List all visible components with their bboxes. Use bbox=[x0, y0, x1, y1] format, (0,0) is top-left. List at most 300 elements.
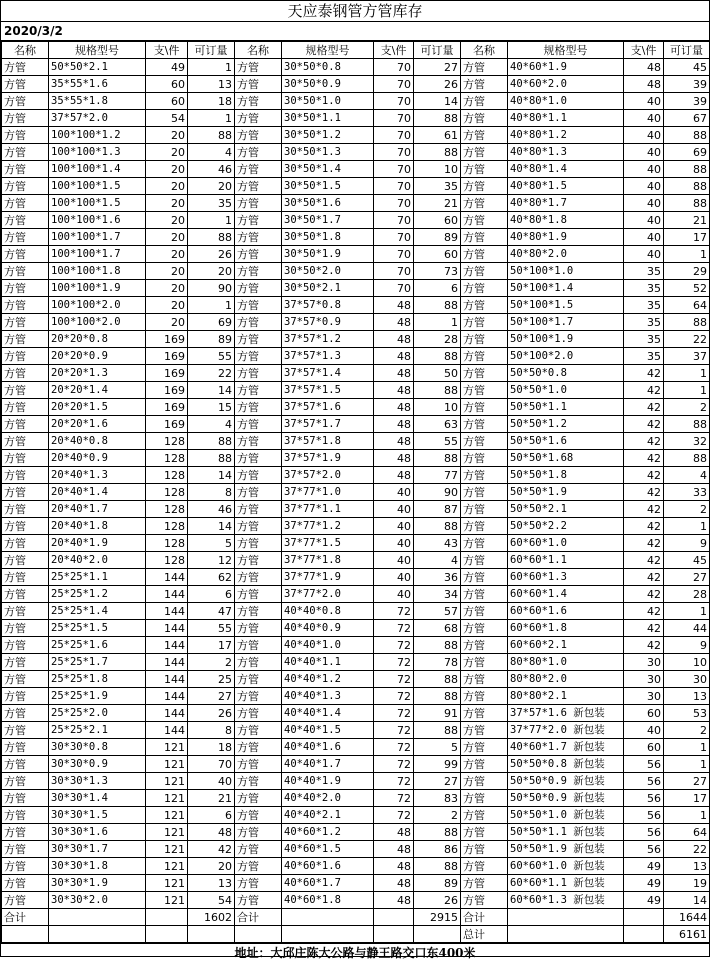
item-spec: 40*80*1.5 bbox=[508, 178, 624, 195]
item-spec: 25*25*1.8 bbox=[49, 671, 146, 688]
item-spec: 20*40*1.3 bbox=[49, 467, 146, 484]
item-available: 10 bbox=[414, 161, 461, 178]
item-spec: 30*30*2.0 bbox=[49, 892, 146, 909]
header-available: 可订量 bbox=[188, 42, 235, 59]
item-name: 方管 bbox=[461, 858, 508, 875]
item-available: 88 bbox=[414, 637, 461, 654]
item-pieces: 56 bbox=[624, 824, 664, 841]
item-spec: 60*60*2.1 bbox=[508, 637, 624, 654]
item-spec: 40*40*1.5 bbox=[282, 722, 374, 739]
item-name: 方管 bbox=[2, 365, 49, 382]
item-pieces: 70 bbox=[374, 178, 414, 195]
item-pieces: 48 bbox=[374, 382, 414, 399]
item-pieces: 48 bbox=[624, 59, 664, 76]
item-available: 9 bbox=[664, 535, 710, 552]
item-available: 13 bbox=[188, 875, 235, 892]
item-available: 88 bbox=[414, 824, 461, 841]
item-name: 方管 bbox=[235, 501, 282, 518]
item-name: 方管 bbox=[235, 739, 282, 756]
item-available: 14 bbox=[188, 467, 235, 484]
item-spec: 50*50*2.1 bbox=[508, 501, 624, 518]
item-spec: 50*50*1.6 bbox=[508, 433, 624, 450]
item-pieces: 144 bbox=[146, 722, 188, 739]
item-pieces: 121 bbox=[146, 773, 188, 790]
item-available: 8 bbox=[188, 484, 235, 501]
item-pieces: 60 bbox=[624, 705, 664, 722]
total-col1: 1602 bbox=[188, 909, 235, 926]
total-col3: 1644 bbox=[664, 909, 710, 926]
item-available: 88 bbox=[188, 433, 235, 450]
item-name: 方管 bbox=[2, 280, 49, 297]
item-pieces: 121 bbox=[146, 858, 188, 875]
item-available: 69 bbox=[664, 144, 710, 161]
item-spec: 100*100*1.4 bbox=[49, 161, 146, 178]
item-available: 13 bbox=[188, 76, 235, 93]
item-available: 1 bbox=[664, 246, 710, 263]
item-name: 方管 bbox=[461, 569, 508, 586]
item-available: 29 bbox=[664, 263, 710, 280]
item-spec: 40*60*1.5 bbox=[282, 841, 374, 858]
item-available: 12 bbox=[188, 552, 235, 569]
item-name: 方管 bbox=[235, 637, 282, 654]
item-spec: 50*50*1.9 bbox=[508, 484, 624, 501]
item-available: 1 bbox=[664, 518, 710, 535]
item-available: 46 bbox=[188, 501, 235, 518]
item-spec: 40*80*1.1 bbox=[508, 110, 624, 127]
item-available: 60 bbox=[414, 246, 461, 263]
table-row bbox=[2, 263, 710, 280]
item-name: 方管 bbox=[2, 824, 49, 841]
item-spec: 60*60*1.8 bbox=[508, 620, 624, 637]
item-spec: 30*30*1.7 bbox=[49, 841, 146, 858]
item-available: 15 bbox=[188, 399, 235, 416]
header-pieces: 支\件 bbox=[624, 42, 664, 59]
item-pieces: 40 bbox=[374, 501, 414, 518]
item-name: 方管 bbox=[2, 314, 49, 331]
item-available: 2 bbox=[664, 501, 710, 518]
item-pieces: 42 bbox=[624, 586, 664, 603]
item-available: 20 bbox=[188, 178, 235, 195]
item-available: 1 bbox=[664, 603, 710, 620]
item-pieces: 121 bbox=[146, 892, 188, 909]
item-spec: 20*20*1.4 bbox=[49, 382, 146, 399]
item-available: 13 bbox=[664, 858, 710, 875]
item-name: 方管 bbox=[461, 841, 508, 858]
item-available: 28 bbox=[414, 331, 461, 348]
total-col2: 2915 bbox=[414, 909, 461, 926]
item-pieces: 72 bbox=[374, 654, 414, 671]
item-spec: 40*40*1.3 bbox=[282, 688, 374, 705]
item-spec: 30*30*1.4 bbox=[49, 790, 146, 807]
item-pieces: 42 bbox=[624, 416, 664, 433]
item-name: 方管 bbox=[2, 722, 49, 739]
item-spec: 60*60*1.3 bbox=[508, 569, 624, 586]
item-name: 方管 bbox=[2, 501, 49, 518]
table-row bbox=[2, 790, 710, 807]
item-available: 88 bbox=[414, 382, 461, 399]
item-pieces: 48 bbox=[624, 76, 664, 93]
item-spec: 50*100*1.7 bbox=[508, 314, 624, 331]
item-available: 20 bbox=[188, 263, 235, 280]
item-available: 60 bbox=[414, 212, 461, 229]
item-pieces: 70 bbox=[374, 212, 414, 229]
item-pieces: 72 bbox=[374, 603, 414, 620]
item-spec: 25*25*1.5 bbox=[49, 620, 146, 637]
item-pieces: 40 bbox=[624, 722, 664, 739]
item-spec: 40*40*0.8 bbox=[282, 603, 374, 620]
table-row bbox=[2, 110, 710, 127]
item-name: 方管 bbox=[235, 246, 282, 263]
item-spec: 50*50*0.8 新包装 bbox=[508, 756, 624, 773]
item-name: 方管 bbox=[235, 348, 282, 365]
item-spec: 30*50*1.4 bbox=[282, 161, 374, 178]
item-spec: 40*80*1.4 bbox=[508, 161, 624, 178]
item-pieces: 128 bbox=[146, 484, 188, 501]
item-available: 88 bbox=[664, 127, 710, 144]
item-spec: 80*80*2.0 bbox=[508, 671, 624, 688]
item-pieces: 42 bbox=[624, 603, 664, 620]
item-name: 方管 bbox=[461, 671, 508, 688]
item-pieces: 35 bbox=[624, 280, 664, 297]
item-spec: 40*40*1.2 bbox=[282, 671, 374, 688]
item-name: 方管 bbox=[235, 858, 282, 875]
header-name: 名称 bbox=[2, 42, 49, 59]
item-name: 方管 bbox=[235, 450, 282, 467]
item-available: 88 bbox=[414, 348, 461, 365]
item-spec: 35*55*1.6 bbox=[49, 76, 146, 93]
item-pieces: 144 bbox=[146, 586, 188, 603]
item-spec: 100*100*2.0 bbox=[49, 297, 146, 314]
item-pieces: 40 bbox=[374, 552, 414, 569]
item-name: 方管 bbox=[461, 76, 508, 93]
item-name: 方管 bbox=[461, 824, 508, 841]
item-spec: 60*60*1.0 bbox=[508, 535, 624, 552]
table-row bbox=[2, 841, 710, 858]
item-name: 方管 bbox=[2, 739, 49, 756]
item-available: 61 bbox=[414, 127, 461, 144]
item-pieces: 169 bbox=[146, 348, 188, 365]
item-pieces: 72 bbox=[374, 688, 414, 705]
item-spec: 30*50*2.1 bbox=[282, 280, 374, 297]
item-spec: 20*20*0.9 bbox=[49, 348, 146, 365]
item-spec: 50*50*0.9 新包装 bbox=[508, 790, 624, 807]
item-spec: 37*57*0.9 bbox=[282, 314, 374, 331]
item-spec: 50*100*2.0 bbox=[508, 348, 624, 365]
item-name: 方管 bbox=[2, 59, 49, 76]
item-spec: 50*50*1.0 bbox=[508, 382, 624, 399]
item-spec: 25*25*2.0 bbox=[49, 705, 146, 722]
item-available: 88 bbox=[188, 450, 235, 467]
header-name: 名称 bbox=[235, 42, 282, 59]
item-pieces: 70 bbox=[374, 76, 414, 93]
item-spec: 40*40*2.1 bbox=[282, 807, 374, 824]
item-name: 方管 bbox=[461, 399, 508, 416]
item-name: 方管 bbox=[461, 178, 508, 195]
item-spec: 40*80*1.0 bbox=[508, 93, 624, 110]
item-pieces: 48 bbox=[374, 331, 414, 348]
item-spec: 50*100*1.9 bbox=[508, 331, 624, 348]
table-row bbox=[2, 161, 710, 178]
item-name: 方管 bbox=[461, 586, 508, 603]
item-pieces: 144 bbox=[146, 637, 188, 654]
item-spec: 50*50*1.8 bbox=[508, 467, 624, 484]
item-available: 46 bbox=[188, 161, 235, 178]
table-row bbox=[2, 484, 710, 501]
item-name: 方管 bbox=[2, 93, 49, 110]
item-name: 方管 bbox=[461, 773, 508, 790]
item-name: 方管 bbox=[2, 535, 49, 552]
item-pieces: 144 bbox=[146, 671, 188, 688]
item-spec: 37*57*1.8 bbox=[282, 433, 374, 450]
item-available: 18 bbox=[188, 739, 235, 756]
item-pieces: 48 bbox=[374, 399, 414, 416]
item-available: 52 bbox=[664, 280, 710, 297]
totals-label: 合计 bbox=[2, 909, 49, 926]
item-spec: 37*57*1.4 bbox=[282, 365, 374, 382]
item-available: 27 bbox=[664, 773, 710, 790]
item-available: 34 bbox=[414, 586, 461, 603]
item-spec: 40*60*2.0 bbox=[508, 76, 624, 93]
item-available: 88 bbox=[414, 110, 461, 127]
item-name: 方管 bbox=[2, 212, 49, 229]
item-pieces: 72 bbox=[374, 671, 414, 688]
item-name: 方管 bbox=[461, 875, 508, 892]
item-name: 方管 bbox=[2, 671, 49, 688]
item-available: 1 bbox=[188, 212, 235, 229]
item-available: 89 bbox=[414, 229, 461, 246]
item-pieces: 121 bbox=[146, 756, 188, 773]
item-name: 方管 bbox=[461, 331, 508, 348]
item-name: 方管 bbox=[235, 416, 282, 433]
item-spec: 30*50*0.8 bbox=[282, 59, 374, 76]
item-name: 方管 bbox=[235, 59, 282, 76]
item-pieces: 121 bbox=[146, 739, 188, 756]
item-pieces: 40 bbox=[624, 127, 664, 144]
item-name: 方管 bbox=[235, 875, 282, 892]
item-available: 21 bbox=[664, 212, 710, 229]
item-available: 43 bbox=[414, 535, 461, 552]
item-spec: 40*40*1.1 bbox=[282, 654, 374, 671]
item-spec: 37*57*1.3 bbox=[282, 348, 374, 365]
item-name: 方管 bbox=[2, 586, 49, 603]
item-pieces: 169 bbox=[146, 382, 188, 399]
item-name: 方管 bbox=[2, 467, 49, 484]
item-available: 5 bbox=[414, 739, 461, 756]
table-row bbox=[2, 144, 710, 161]
item-available: 28 bbox=[664, 586, 710, 603]
totals-label: 合计 bbox=[461, 909, 508, 926]
item-name: 方管 bbox=[461, 433, 508, 450]
item-spec: 30*50*1.1 bbox=[282, 110, 374, 127]
item-available: 19 bbox=[664, 875, 710, 892]
item-name: 方管 bbox=[461, 382, 508, 399]
table-row bbox=[2, 433, 710, 450]
item-spec: 50*50*0.8 bbox=[508, 365, 624, 382]
item-pieces: 42 bbox=[624, 552, 664, 569]
item-spec: 25*25*1.2 bbox=[49, 586, 146, 603]
totals-row bbox=[2, 909, 710, 926]
item-spec: 37*57*1.6 bbox=[282, 399, 374, 416]
item-available: 88 bbox=[664, 195, 710, 212]
item-spec: 30*50*1.2 bbox=[282, 127, 374, 144]
item-name: 方管 bbox=[2, 484, 49, 501]
item-spec: 60*60*1.3 新包装 bbox=[508, 892, 624, 909]
item-available: 1 bbox=[664, 365, 710, 382]
item-available: 30 bbox=[664, 671, 710, 688]
item-pieces: 144 bbox=[146, 569, 188, 586]
table-row bbox=[2, 535, 710, 552]
sheet-date: 2020/3/2 bbox=[1, 22, 709, 41]
item-available: 88 bbox=[664, 314, 710, 331]
grand-total-value: 6161 bbox=[664, 926, 710, 943]
item-name: 方管 bbox=[2, 858, 49, 875]
item-available: 10 bbox=[414, 399, 461, 416]
item-available: 88 bbox=[188, 229, 235, 246]
item-spec: 100*100*1.5 bbox=[49, 195, 146, 212]
item-pieces: 70 bbox=[374, 93, 414, 110]
item-pieces: 48 bbox=[374, 824, 414, 841]
item-pieces: 56 bbox=[624, 807, 664, 824]
item-available: 27 bbox=[414, 59, 461, 76]
item-pieces: 48 bbox=[374, 841, 414, 858]
item-spec: 20*20*0.8 bbox=[49, 331, 146, 348]
item-spec: 20*40*0.9 bbox=[49, 450, 146, 467]
table-row bbox=[2, 416, 710, 433]
item-name: 方管 bbox=[2, 110, 49, 127]
item-pieces: 42 bbox=[624, 620, 664, 637]
item-spec: 40*60*1.2 bbox=[282, 824, 374, 841]
item-pieces: 48 bbox=[374, 416, 414, 433]
item-pieces: 48 bbox=[374, 297, 414, 314]
item-name: 方管 bbox=[2, 382, 49, 399]
item-pieces: 40 bbox=[374, 535, 414, 552]
item-name: 方管 bbox=[2, 688, 49, 705]
item-name: 方管 bbox=[235, 263, 282, 280]
grand-total-row bbox=[2, 926, 710, 943]
item-spec: 25*25*1.7 bbox=[49, 654, 146, 671]
item-name: 方管 bbox=[2, 637, 49, 654]
item-spec: 50*100*1.5 bbox=[508, 297, 624, 314]
item-pieces: 48 bbox=[374, 892, 414, 909]
item-pieces: 42 bbox=[624, 450, 664, 467]
item-pieces: 72 bbox=[374, 722, 414, 739]
item-name: 方管 bbox=[2, 773, 49, 790]
item-spec: 40*60*1.8 bbox=[282, 892, 374, 909]
item-spec: 37*77*1.9 bbox=[282, 569, 374, 586]
item-pieces: 70 bbox=[374, 161, 414, 178]
item-pieces: 128 bbox=[146, 535, 188, 552]
item-pieces: 72 bbox=[374, 637, 414, 654]
item-pieces: 35 bbox=[624, 314, 664, 331]
item-name: 方管 bbox=[461, 535, 508, 552]
item-name: 方管 bbox=[235, 297, 282, 314]
table-row bbox=[2, 756, 710, 773]
table-row bbox=[2, 773, 710, 790]
item-name: 方管 bbox=[461, 467, 508, 484]
item-name: 方管 bbox=[461, 93, 508, 110]
item-pieces: 20 bbox=[146, 280, 188, 297]
item-name: 方管 bbox=[461, 722, 508, 739]
item-available: 44 bbox=[664, 620, 710, 637]
item-name: 方管 bbox=[235, 756, 282, 773]
item-spec: 30*50*1.5 bbox=[282, 178, 374, 195]
item-name: 方管 bbox=[461, 195, 508, 212]
item-name: 方管 bbox=[2, 229, 49, 246]
table-row bbox=[2, 603, 710, 620]
item-spec: 50*100*1.4 bbox=[508, 280, 624, 297]
item-spec: 100*100*1.6 bbox=[49, 212, 146, 229]
item-available: 17 bbox=[664, 229, 710, 246]
sheet-title: 天应泰钢管方管库存 bbox=[1, 1, 709, 22]
item-spec: 40*60*1.7 新包装 bbox=[508, 739, 624, 756]
header-spec: 规格型号 bbox=[49, 42, 146, 59]
item-spec: 100*100*1.5 bbox=[49, 178, 146, 195]
item-available: 86 bbox=[414, 841, 461, 858]
item-pieces: 42 bbox=[624, 382, 664, 399]
item-spec: 30*30*1.8 bbox=[49, 858, 146, 875]
item-name: 方管 bbox=[235, 93, 282, 110]
item-available: 88 bbox=[414, 450, 461, 467]
item-pieces: 20 bbox=[146, 297, 188, 314]
item-name: 方管 bbox=[235, 110, 282, 127]
item-available: 53 bbox=[664, 705, 710, 722]
item-spec: 30*50*1.0 bbox=[282, 93, 374, 110]
item-pieces: 121 bbox=[146, 790, 188, 807]
item-pieces: 72 bbox=[374, 620, 414, 637]
table-row bbox=[2, 569, 710, 586]
item-name: 方管 bbox=[235, 552, 282, 569]
item-available: 73 bbox=[414, 263, 461, 280]
item-name: 方管 bbox=[235, 195, 282, 212]
item-spec: 50*50*2.2 bbox=[508, 518, 624, 535]
item-pieces: 70 bbox=[374, 280, 414, 297]
item-name: 方管 bbox=[461, 654, 508, 671]
item-pieces: 144 bbox=[146, 620, 188, 637]
item-name: 方管 bbox=[461, 263, 508, 280]
item-name: 方管 bbox=[461, 552, 508, 569]
item-pieces: 42 bbox=[624, 365, 664, 382]
table-row bbox=[2, 875, 710, 892]
item-name: 方管 bbox=[235, 76, 282, 93]
item-available: 5 bbox=[188, 535, 235, 552]
item-name: 方管 bbox=[2, 246, 49, 263]
item-available: 39 bbox=[664, 93, 710, 110]
item-name: 方管 bbox=[2, 552, 49, 569]
table-row bbox=[2, 246, 710, 263]
table-row bbox=[2, 59, 710, 76]
item-pieces: 35 bbox=[624, 297, 664, 314]
item-available: 88 bbox=[414, 722, 461, 739]
table-row bbox=[2, 348, 710, 365]
item-available: 88 bbox=[414, 671, 461, 688]
item-name: 方管 bbox=[461, 416, 508, 433]
item-spec: 50*50*1.0 新包装 bbox=[508, 807, 624, 824]
item-pieces: 60 bbox=[146, 76, 188, 93]
item-spec: 30*50*2.0 bbox=[282, 263, 374, 280]
item-name: 方管 bbox=[2, 790, 49, 807]
table-row bbox=[2, 127, 710, 144]
inventory-table bbox=[1, 41, 710, 943]
item-name: 方管 bbox=[235, 484, 282, 501]
item-pieces: 42 bbox=[624, 637, 664, 654]
item-name: 方管 bbox=[461, 501, 508, 518]
table-row bbox=[2, 450, 710, 467]
item-name: 方管 bbox=[2, 518, 49, 535]
item-name: 方管 bbox=[2, 875, 49, 892]
item-pieces: 48 bbox=[374, 433, 414, 450]
item-name: 方管 bbox=[461, 144, 508, 161]
item-available: 4 bbox=[188, 144, 235, 161]
